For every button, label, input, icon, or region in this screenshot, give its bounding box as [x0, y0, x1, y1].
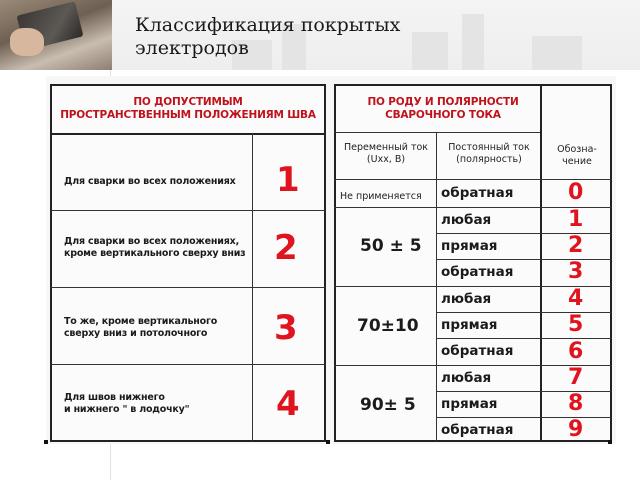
col-header-dc: [438, 142, 540, 166]
voltage-70: 70±10: [357, 316, 419, 336]
code-row-2: 2: [568, 233, 584, 258]
left-row-2-line1: Для сварки во всех положениях,: [64, 236, 239, 247]
left-row-divider: [50, 210, 326, 211]
right-row-divider: [436, 233, 612, 234]
right-header-divider: [334, 132, 540, 133]
left-row-1-line1: Для сварки во всех положениях: [64, 176, 236, 187]
right-row-divider: [436, 417, 612, 418]
left-row-1-code: 1: [276, 160, 300, 200]
decorative-photo-laptop: [0, 0, 112, 70]
voltage-50: 50 ± 5: [360, 236, 422, 256]
slide-title-line2: электродов: [135, 37, 249, 59]
polarity-row-8: прямая: [441, 396, 498, 412]
polarity-row-1: любая: [441, 212, 492, 228]
code-row-8: 8: [568, 391, 584, 416]
col-header-ac-line2: (Uхх, В): [366, 154, 406, 165]
polarity-row-0: обратная: [441, 185, 514, 201]
col-header-code-line2: чение: [562, 156, 592, 167]
right-row-divider: [436, 338, 612, 339]
left-row-4-text: [64, 392, 250, 416]
corner-mark: [326, 440, 330, 444]
slide-title-line1: Классификация покрытых: [135, 14, 401, 36]
polarity-row-7: любая: [441, 370, 492, 386]
code-row-4: 4: [568, 286, 584, 311]
left-row-3-code: 3: [274, 308, 298, 348]
right-table-header: [338, 96, 548, 122]
left-row-3-line1: То же, кроме вертикального: [64, 316, 218, 327]
polarity-row-4: любая: [441, 291, 492, 307]
right-row-divider: [436, 259, 612, 260]
left-row-2-text: [64, 236, 250, 260]
left-table-header-line2: ПРОСТРАНСТВЕННЫМ ПОЛОЖЕНИЯМ ШВА: [60, 109, 316, 121]
polarity-row-5: прямая: [441, 317, 498, 333]
col-header-dc-line2: (полярность): [456, 154, 522, 165]
corner-mark: [608, 440, 612, 444]
left-row-4-line2: и нижнего " в лодочку": [64, 404, 190, 415]
code-row-7: 7: [568, 365, 584, 390]
code-row-5: 5: [568, 312, 584, 337]
code-row-3: 3: [568, 259, 584, 284]
not-applicable-label: Не применяется: [340, 191, 422, 202]
left-table-header: [54, 96, 322, 122]
left-header-divider: [50, 133, 326, 135]
voltage-90: 90± 5: [360, 395, 416, 415]
left-row-divider: [50, 364, 326, 365]
left-row-2-code: 2: [274, 228, 298, 268]
right-code-column-divider: [540, 84, 542, 442]
col-header-code-line1: Обозна-: [557, 144, 597, 155]
right-table-header-line1: ПО РОДУ И ПОЛЯРНОСТИ: [367, 96, 519, 108]
code-row-1: 1: [568, 207, 584, 232]
col-header-ac: [336, 142, 436, 166]
left-row-3-text: [64, 316, 250, 340]
polarity-row-6: обратная: [441, 343, 514, 359]
code-row-9: 9: [568, 417, 584, 442]
polarity-row-2: прямая: [441, 238, 498, 254]
left-row-2-line2: кроме вертикального сверху вниз: [64, 248, 246, 259]
left-row-4-line1: Для швов нижнего: [64, 392, 165, 403]
left-row-divider: [50, 287, 326, 288]
right-row-divider: [436, 391, 612, 392]
polarity-row-3: обратная: [441, 264, 514, 280]
col-header-code: [544, 144, 610, 168]
left-row-3-line2: сверху вниз и потолочного: [64, 328, 208, 339]
code-row-6: 6: [568, 339, 584, 364]
col-header-dc-line1: Постоянный ток: [448, 142, 530, 153]
slide-title: [135, 14, 495, 60]
right-row-divider: [436, 312, 612, 313]
polarity-row-9: обратная: [441, 422, 514, 438]
left-table-header-line1: ПО ДОПУСТИМЫМ: [133, 96, 243, 108]
left-row-1-text: [64, 176, 250, 188]
right-table-header-line2: СВАРОЧНОГО ТОКА: [385, 109, 501, 121]
left-row-4-code: 4: [276, 384, 300, 424]
corner-mark: [44, 440, 48, 444]
code-row-0: 0: [568, 180, 584, 205]
col-header-ac-line1: Переменный ток: [343, 142, 429, 153]
